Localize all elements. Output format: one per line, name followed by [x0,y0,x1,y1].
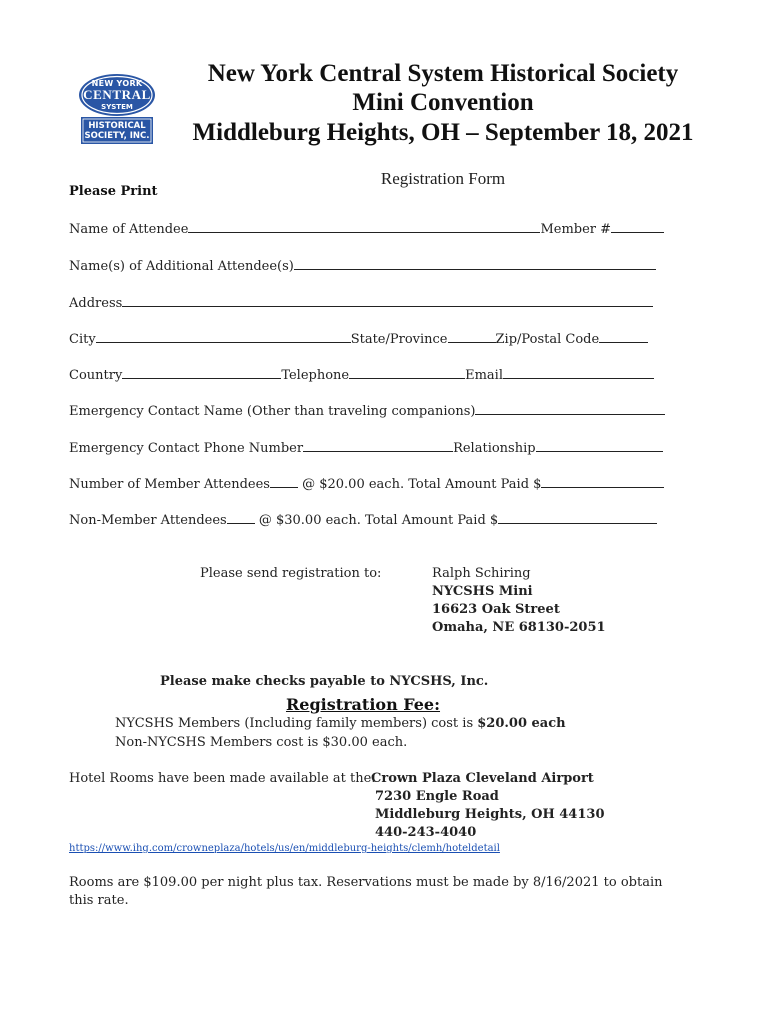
hotel-street: 7230 Engle Road [375,789,499,804]
attendee-name-label: Name of Attendee [69,222,189,237]
nonmember-attendees-label: Non-Member Attendees [69,513,227,528]
address-field[interactable] [122,294,653,307]
send-to-org: NYCSHS Mini [432,584,533,599]
nonmember-amount-field[interactable] [498,511,657,524]
attendee-name-field[interactable] [188,220,540,233]
country-label: Country [69,368,123,383]
country-field[interactable] [122,366,281,379]
logo-line-2: CENTRAL [83,87,151,102]
hotel-name: Crown Plaza Cleveland Airport [371,771,594,786]
fee-nonmembers-line: Non-NYCSHS Members cost is $30.00 each. [115,735,408,750]
emergency-name-label: Emergency Contact Name (Other than traveling companions) [69,404,476,419]
row-emergency-name [69,402,665,419]
logo-line-4: HISTORICAL [88,121,146,131]
hotel-city: Middleburg Heights, OH 44130 [375,807,605,822]
city-label: City [69,332,96,347]
member-rate-label: @ $20.00 each. Total Amount Paid $ [302,477,542,492]
title-line-3: Middleburg Heights, OH – September 18, 2021 [192,119,694,146]
logo-line-3: SYSTEM [101,103,133,111]
hotel-intro: Hotel Rooms have been made available at the: [69,771,376,786]
form-subtitle: Registration Form [380,169,506,188]
row-member-attendees [69,475,664,492]
member-attendees-label: Number of Member Attendees [69,477,270,492]
send-to-label: Please send registration to: [200,566,382,581]
row-address [69,294,653,311]
zip-label: Zip/Postal Code [495,332,600,347]
member-number-field[interactable] [611,220,664,233]
address-label: Address [69,296,123,311]
state-field[interactable] [448,330,496,343]
relationship-label: Relationship [453,441,536,456]
row-additional [69,257,656,274]
row-emergency-phone [69,439,663,456]
fee-members-amount: $20.00 each [477,716,566,731]
state-label: State/Province [350,332,448,347]
nonmember-rate-label: @ $30.00 each. Total Amount Paid $ [258,513,499,528]
email-label: Email [465,368,503,383]
hotel-phone: 440-243-4040 [375,825,477,840]
zip-field[interactable] [599,330,648,343]
row-country [69,366,654,383]
logo-line-1: NEW YORK [91,79,143,88]
emergency-phone-label: Emergency Contact Phone Number [69,441,304,456]
row-nonmember-attendees [69,511,657,528]
member-attendees-count-field[interactable] [270,475,298,488]
please-print-label: Please Print [69,184,158,199]
fee-members-line [115,716,566,731]
member-number-label: Member # [540,222,612,237]
logo-line-5: SOCIETY, INC. [84,131,150,141]
additional-attendees-field[interactable] [294,257,656,270]
member-amount-field[interactable] [541,475,664,488]
emergency-name-field[interactable] [475,402,665,415]
relationship-field[interactable] [536,439,663,452]
send-to-street: 16623 Oak Street [432,602,560,617]
hotel-rate-line-1: Rooms are $109.00 per night plus tax. Reservations must be made by 8/16/2021 to obtain [69,875,663,890]
checks-payable-note: Please make checks payable to NYCSHS, Inc. [160,674,489,689]
telephone-field[interactable] [349,366,465,379]
additional-attendees-label: Name(s) of Additional Attendee(s) [69,259,294,274]
send-to-city: Omaha, NE 68130-2051 [432,620,606,635]
title-line-2: Mini Convention [352,89,534,116]
nonmember-attendees-count-field[interactable] [227,511,255,524]
hotel-link[interactable]: https://www.ihg.com/crowneplaza/hotels/us/en/middleburg-heights/clemh/hoteldetail [69,843,500,854]
hotel-rate-line-2: this rate. [69,893,129,908]
telephone-label: Telephone [281,368,350,383]
emergency-phone-field[interactable] [303,439,453,452]
send-to-name: Ralph Schiring [432,566,531,581]
title-line-1: New York Central System Historical Society [207,60,679,87]
row-city [69,330,648,347]
fee-members-text: NYCSHS Members (Including family members) cost is [115,716,478,731]
row-name [69,220,664,237]
email-field[interactable] [503,366,654,379]
fee-heading: Registration Fee: [285,695,441,714]
city-field[interactable] [96,330,351,343]
